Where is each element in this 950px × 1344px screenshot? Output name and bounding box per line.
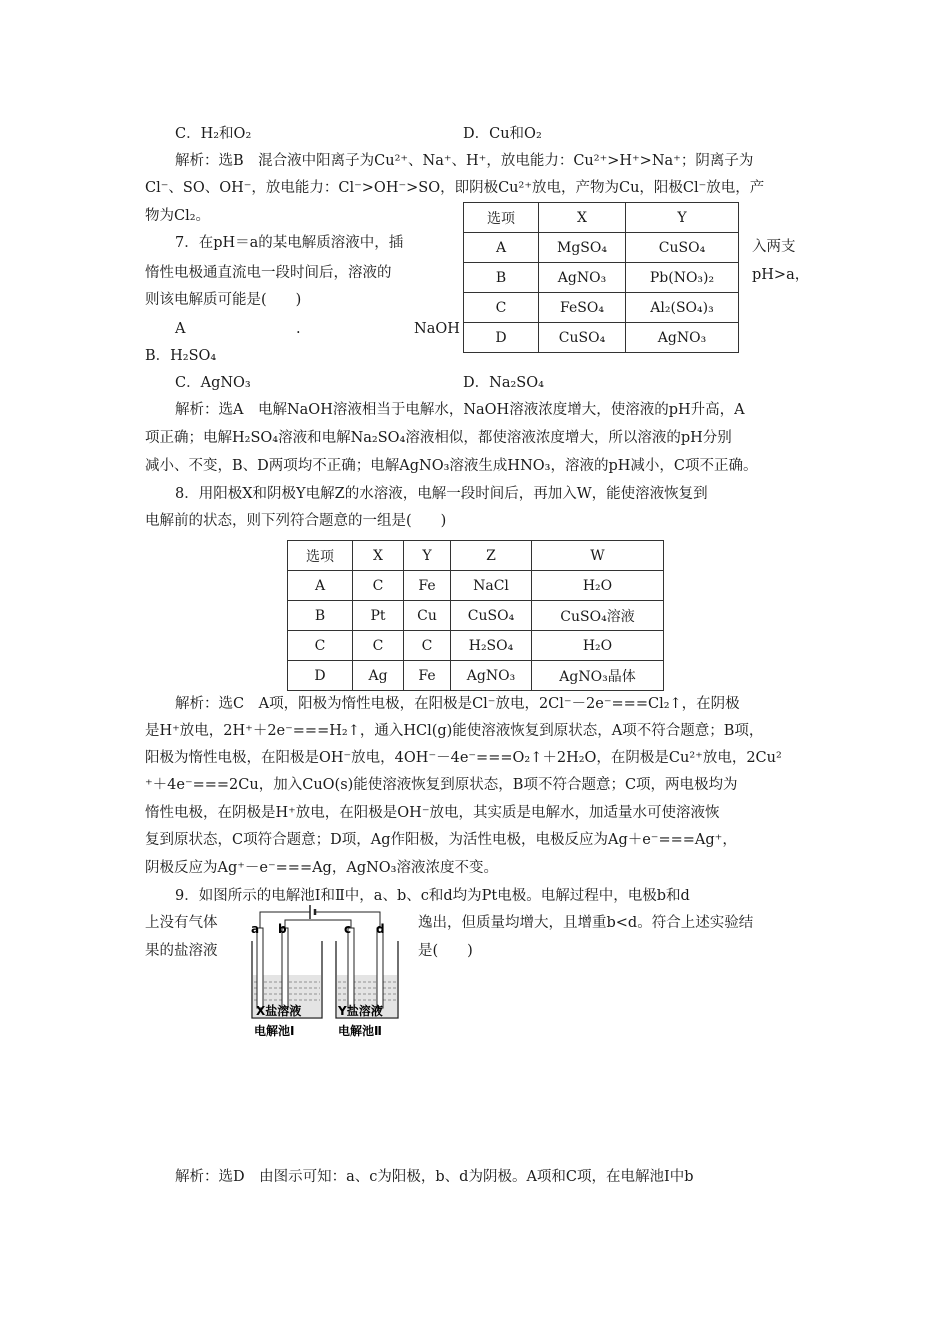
table-cell: AgNO₃	[626, 323, 739, 353]
q7-stem-line: 则该电解质可能是( )	[145, 292, 302, 308]
table-cell: C	[404, 631, 451, 661]
table-cell: AgNO₃	[539, 263, 626, 293]
q6-explanation-line: Cl⁻、SO、OH⁻，放电能力：Cl⁻>OH⁻>SO，即阴极Cu²⁺放电，产物为Cu，阳极Cl⁻放电，产	[145, 180, 765, 196]
q7-explanation-line: 项正确；电解H₂SO₄溶液和电解Na₂SO₄溶液相似，都使溶液浓度增大，所以溶液的pH分别	[145, 430, 732, 446]
table-cell: Fe	[404, 571, 451, 601]
table-header-cell: X	[353, 541, 404, 571]
table-header-cell: 选项	[464, 203, 539, 233]
table-header-cell: Y	[626, 203, 739, 233]
q7-options-table	[463, 202, 739, 353]
table-cell: CuSO₄溶液	[532, 601, 664, 631]
table-cell: Pt	[353, 601, 404, 631]
table-cell: C	[288, 631, 353, 661]
table-cell: NaCl	[451, 571, 532, 601]
table-row	[464, 263, 739, 293]
table-cell: A	[464, 233, 539, 263]
table-header-cell: 选项	[288, 541, 353, 571]
electrode-b	[282, 928, 288, 1008]
q6-option-d: D．Cu和O₂	[463, 126, 542, 142]
table-cell: C	[464, 293, 539, 323]
cell-1-label: 电解池Ⅰ	[254, 1024, 295, 1038]
table-cell: AgNO₃	[451, 661, 532, 691]
q7-stem-line: 惰性电极通直流电一段时间后，溶液的	[145, 265, 392, 281]
table-row	[288, 571, 664, 601]
q8-explanation-line: ⁺＋4e⁻===2Cu，加入CuO(s)能使溶液恢复到原状态，B项不符合题意；C项，两电极均为	[145, 777, 738, 793]
q7-stem-line: 7．在pH＝a的某电解质溶液中，插	[175, 235, 404, 251]
table-cell: D	[288, 661, 353, 691]
table-row	[288, 661, 664, 691]
q9-stem-line-left: 果的盐溶液	[145, 943, 218, 959]
table-cell: H₂SO₄	[451, 631, 532, 661]
electrode-c	[348, 928, 354, 1008]
table-header-cell: Z	[451, 541, 532, 571]
table-row	[464, 323, 739, 353]
q7-option-a-dot: .	[296, 321, 301, 337]
electrode-a-label: a	[251, 922, 260, 936]
q8-stem-line: 电解前的状态，则下列符合题意的一组是( )	[145, 513, 447, 529]
q8-explanation-line: 是H⁺放电，2H⁺＋2e⁻===H₂↑，通入HCl(g)能使溶液恢复到原状态，A项不符合题意；B项，	[145, 723, 764, 739]
electrode-b-label: b	[278, 922, 287, 936]
battery-icon	[310, 905, 315, 919]
table-cell: CuSO₄	[539, 323, 626, 353]
electrode-d-label: d	[376, 922, 385, 936]
q8-explanation-line: 复到原状态，C项符合题意；D项，Ag作阳极，为活性电极，电极反应为Ag＋e⁻===Ag⁺，	[145, 832, 737, 848]
q6-explanation-line: 解析：选B 混合液中阳离子为Cu²⁺、Na⁺、H⁺，放电能力：Cu²⁺>H⁺>Na⁺；阴离子为	[175, 153, 754, 169]
table-cell: Al₂(SO₄)₃	[626, 293, 739, 323]
table-cell: CuSO₄	[451, 601, 532, 631]
electrode-d	[377, 928, 383, 1008]
q9-stem-line-right: 逸出，但质量均增大，且增重b<d。符合上述实验结	[418, 915, 754, 931]
table-header-cell: W	[532, 541, 664, 571]
q9-stem-line-right: 是( )	[418, 943, 473, 959]
table-cell: AgNO₃晶体	[532, 661, 664, 691]
q6-option-c: C．H₂和O₂	[175, 126, 252, 142]
table-cell: D	[464, 323, 539, 353]
table-row	[288, 601, 664, 631]
table-row	[288, 631, 664, 661]
q7-stem-line-right: 入两支	[752, 239, 796, 255]
table-cell: A	[288, 571, 353, 601]
q7-option-c: C．AgNO₃	[175, 375, 251, 391]
q8-stem-line: 8．用阳极X和阴极Y电解Z的水溶液，电解一段时间后，再加入W，能使溶液恢复到	[175, 486, 708, 502]
q6-explanation-line: 物为Cl₂。	[145, 208, 211, 224]
table-cell: B	[288, 601, 353, 631]
q7-option-a-value: NaOH	[414, 321, 460, 337]
table-row	[464, 293, 739, 323]
table-cell: H₂O	[532, 631, 664, 661]
q7-explanation-line: 减小、不变，B、D两项均不正确；电解AgNO₃溶液生成HNO₃，溶液的pH减小，C项不正确。	[145, 458, 758, 474]
q9-explanation-line: 解析：选D 由图示可知：a、c为阳极，b、d为阴极。A项和C项，在电解池Ⅰ中b	[175, 1169, 694, 1185]
table-cell: FeSO₄	[539, 293, 626, 323]
q8-explanation-line: 阴极反应为Ag⁺－e⁻===Ag，AgNO₃溶液浓度不变。	[145, 860, 498, 876]
q8-explanation-line: 惰性电极，在阴极是H⁺放电，在阳极是OH⁻放电，其实质是电解水，加适量水可使溶液恢	[145, 805, 720, 821]
table-row	[464, 233, 739, 263]
q8-explanation-line: 解析：选C A项，阳极为惰性电极，在阳极是Cl⁻放电，2Cl⁻－2e⁻===Cl₂↑，在阴极	[175, 696, 740, 712]
cell-2-label: 电解池Ⅱ	[338, 1024, 382, 1038]
q8-explanation-line: 阳极为惰性电极，在阳极是OH⁻放电，4OH⁻－4e⁻===O₂↑＋2H₂O，在阴极是Cu²⁺放电，2Cu²	[145, 750, 782, 766]
q7-option-a-letter: A	[175, 321, 186, 337]
electrolysis-diagram	[248, 905, 408, 1045]
table-cell: B	[464, 263, 539, 293]
solution-y-label: Y盐溶液	[338, 1004, 383, 1018]
q7-stem-line-right: pH>a，	[752, 267, 810, 283]
table-cell: C	[353, 571, 404, 601]
table-header-row	[288, 541, 664, 571]
table-cell: CuSO₄	[626, 233, 739, 263]
q7-option-b: B．H₂SO₄	[145, 348, 217, 364]
q9-stem-line: 9．如图所示的电解池Ⅰ和Ⅱ中，a、b、c和d均为Pt电极。电解过程中，电极b和d	[175, 888, 690, 904]
table-cell: MgSO₄	[539, 233, 626, 263]
q7-explanation-line: 解析：选A 电解NaOH溶液相当于电解水，NaOH溶液浓度增大，使溶液的pH升高，A	[175, 402, 745, 418]
table-cell: Ag	[353, 661, 404, 691]
table-header-row	[464, 203, 739, 233]
table-cell: Pb(NO₃)₂	[626, 263, 739, 293]
table-cell: Fe	[404, 661, 451, 691]
q9-stem-line-left: 上没有气体	[145, 915, 218, 931]
table-header-cell: X	[539, 203, 626, 233]
electrode-a	[257, 928, 263, 1008]
table-cell: Cu	[404, 601, 451, 631]
table-header-cell: Y	[404, 541, 451, 571]
solution-x-label: X盐溶液	[256, 1004, 302, 1018]
q7-option-d: D．Na₂SO₄	[463, 375, 544, 391]
q8-options-table	[287, 540, 664, 691]
table-cell: H₂O	[532, 571, 664, 601]
table-cell: C	[353, 631, 404, 661]
electrode-c-label: c	[344, 922, 352, 936]
